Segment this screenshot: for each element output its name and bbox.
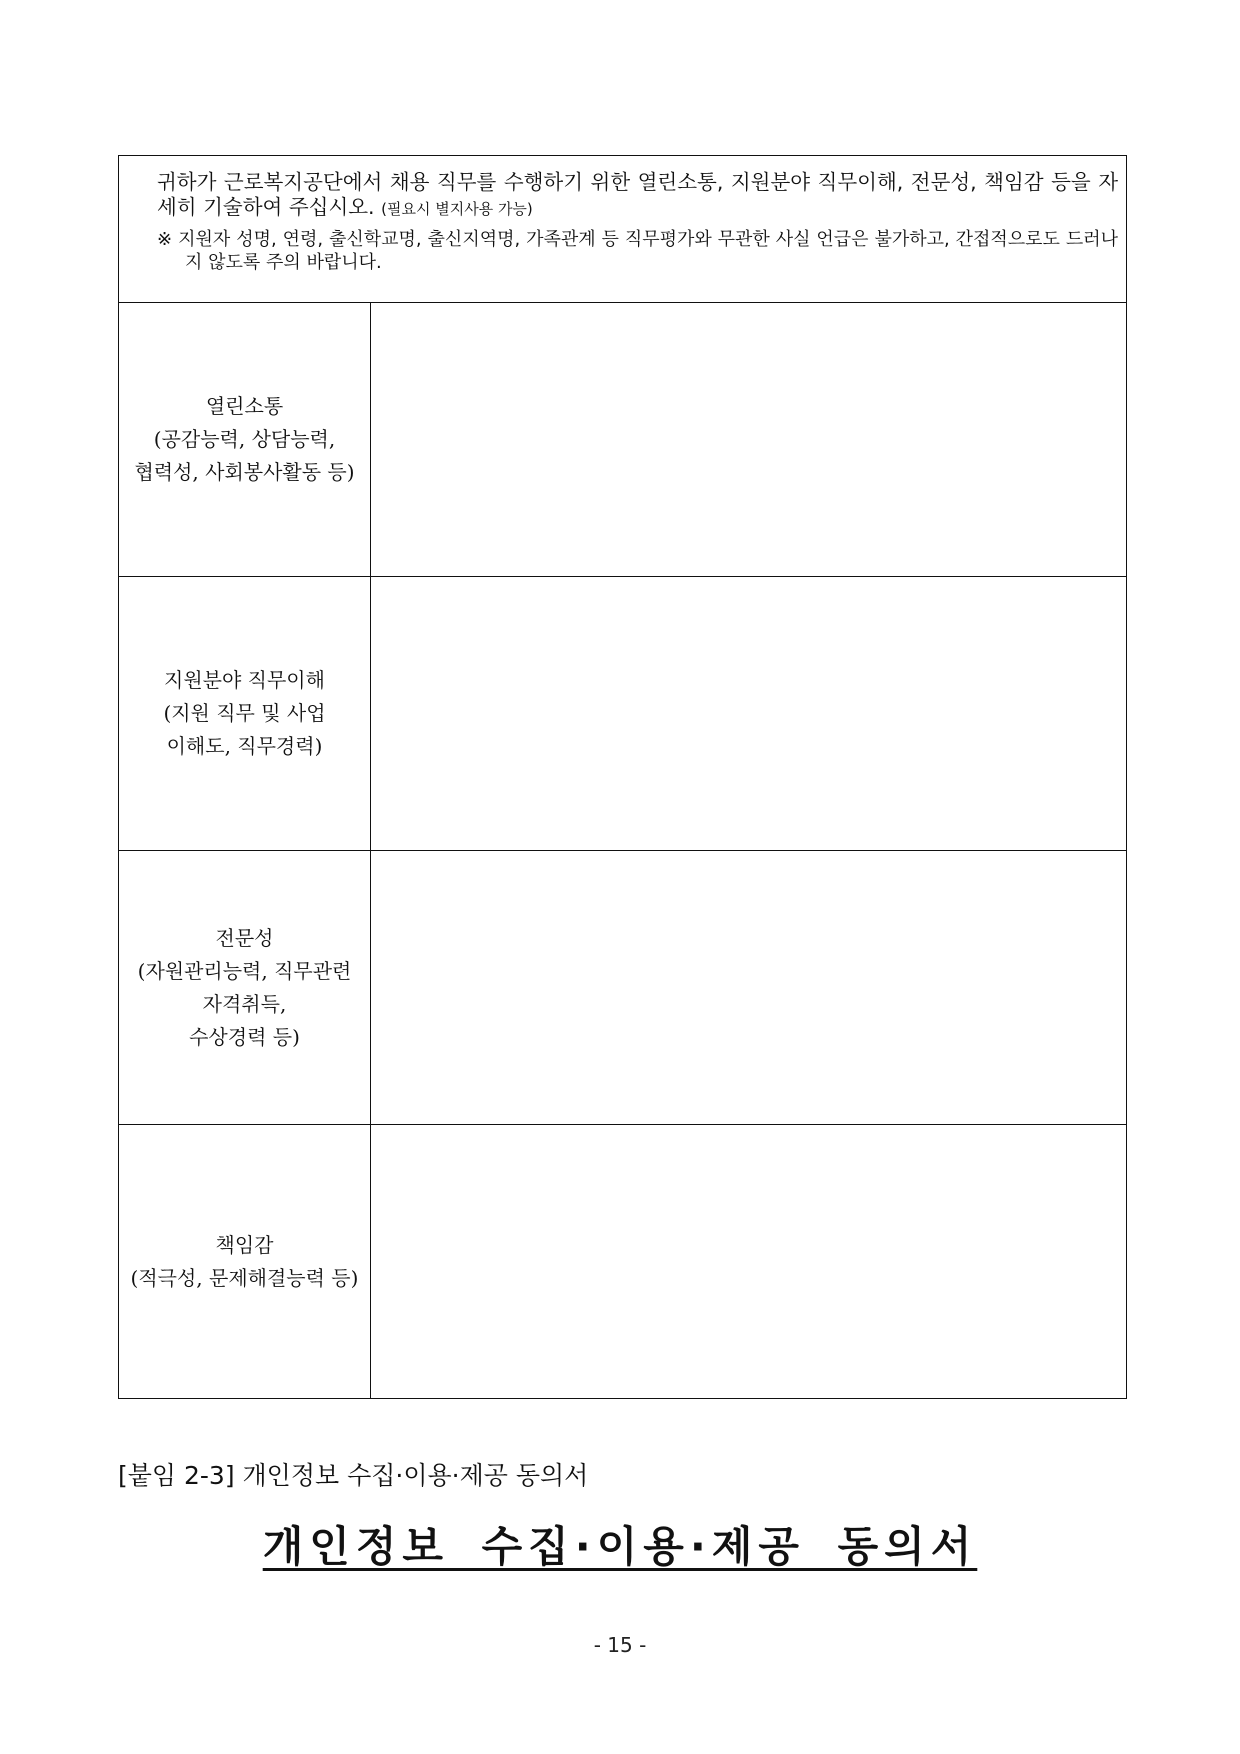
- answer-input-job-understanding[interactable]: [371, 577, 1126, 850]
- row-label-title: 전문성: [215, 925, 274, 950]
- instruction-text: [157, 170, 1118, 222]
- row-label-responsibility: [119, 1125, 371, 1399]
- row-label-detail: (공감능력, 상담능력,: [153, 427, 336, 451]
- answer-input-expertise[interactable]: [371, 851, 1126, 1124]
- attachment-label: [붙임 2-3] 개인정보 수집·이용·제공 동의서: [118, 1461, 589, 1490]
- instruction-notice: ※ 지원자 성명, 연령, 출신학교명, 출신지역명, 가족관계 등 직무평가와 무관한 사실 언급은 불가하고, 간접적으로도 드러나지 않도록 주의 바랍니다.: [157, 229, 1118, 273]
- row-label-detail: 협력성, 사회봉사활동 등): [134, 460, 355, 484]
- page-number: - 15 -: [593, 1633, 647, 1657]
- answer-cell-open-communication: [371, 303, 1127, 577]
- row-label-title: 열린소통: [205, 394, 284, 418]
- row-label-expertise: [119, 851, 371, 1125]
- row-label-detail: 수상경력 등): [189, 1024, 300, 1049]
- answer-input-open-communication[interactable]: [371, 303, 1126, 576]
- answer-cell-job-understanding: [371, 577, 1127, 851]
- self-introduction-table: [118, 155, 1127, 1399]
- essay-row-job-understanding: [119, 577, 1127, 851]
- row-label-title: 지원분야 직무이해: [164, 668, 325, 692]
- answer-cell-expertise: [371, 851, 1127, 1125]
- essay-row-open-communication: [119, 303, 1127, 577]
- answer-input-responsibility[interactable]: [371, 1125, 1126, 1398]
- row-label-detail: (적극성, 문제해결능력 등): [130, 1265, 359, 1290]
- row-label-title: 책임감: [215, 1232, 274, 1257]
- instruction-note: (필요시 별지사용 가능): [381, 200, 533, 218]
- answer-cell-responsibility: [371, 1125, 1127, 1399]
- essay-row-expertise: [119, 851, 1127, 1125]
- row-label-open-communication: [119, 303, 371, 577]
- row-label-detail: 이해도, 직무경력): [166, 734, 323, 758]
- consent-form-title: [0, 1520, 1240, 1574]
- instruction-cell: [119, 156, 1127, 303]
- instruction-main: 귀하가 근로복지공단에서 채용 직무를 수행하기 위한 열린소통, 지원분야 직무이해, 전문성, 책임감 등을 자세히 기술하여 주십시오.: [157, 170, 1118, 219]
- row-label-detail: (자원관리능력, 직무관련: [137, 958, 352, 983]
- row-label-detail: (지원 직무 및 사업: [163, 701, 326, 725]
- row-label-job-understanding: [119, 577, 371, 851]
- essay-row-responsibility: [119, 1125, 1127, 1399]
- consent-title-text: 개인정보 수집·이용·제공 동의서: [262, 1522, 978, 1571]
- row-label-detail: 자격취득,: [202, 991, 287, 1016]
